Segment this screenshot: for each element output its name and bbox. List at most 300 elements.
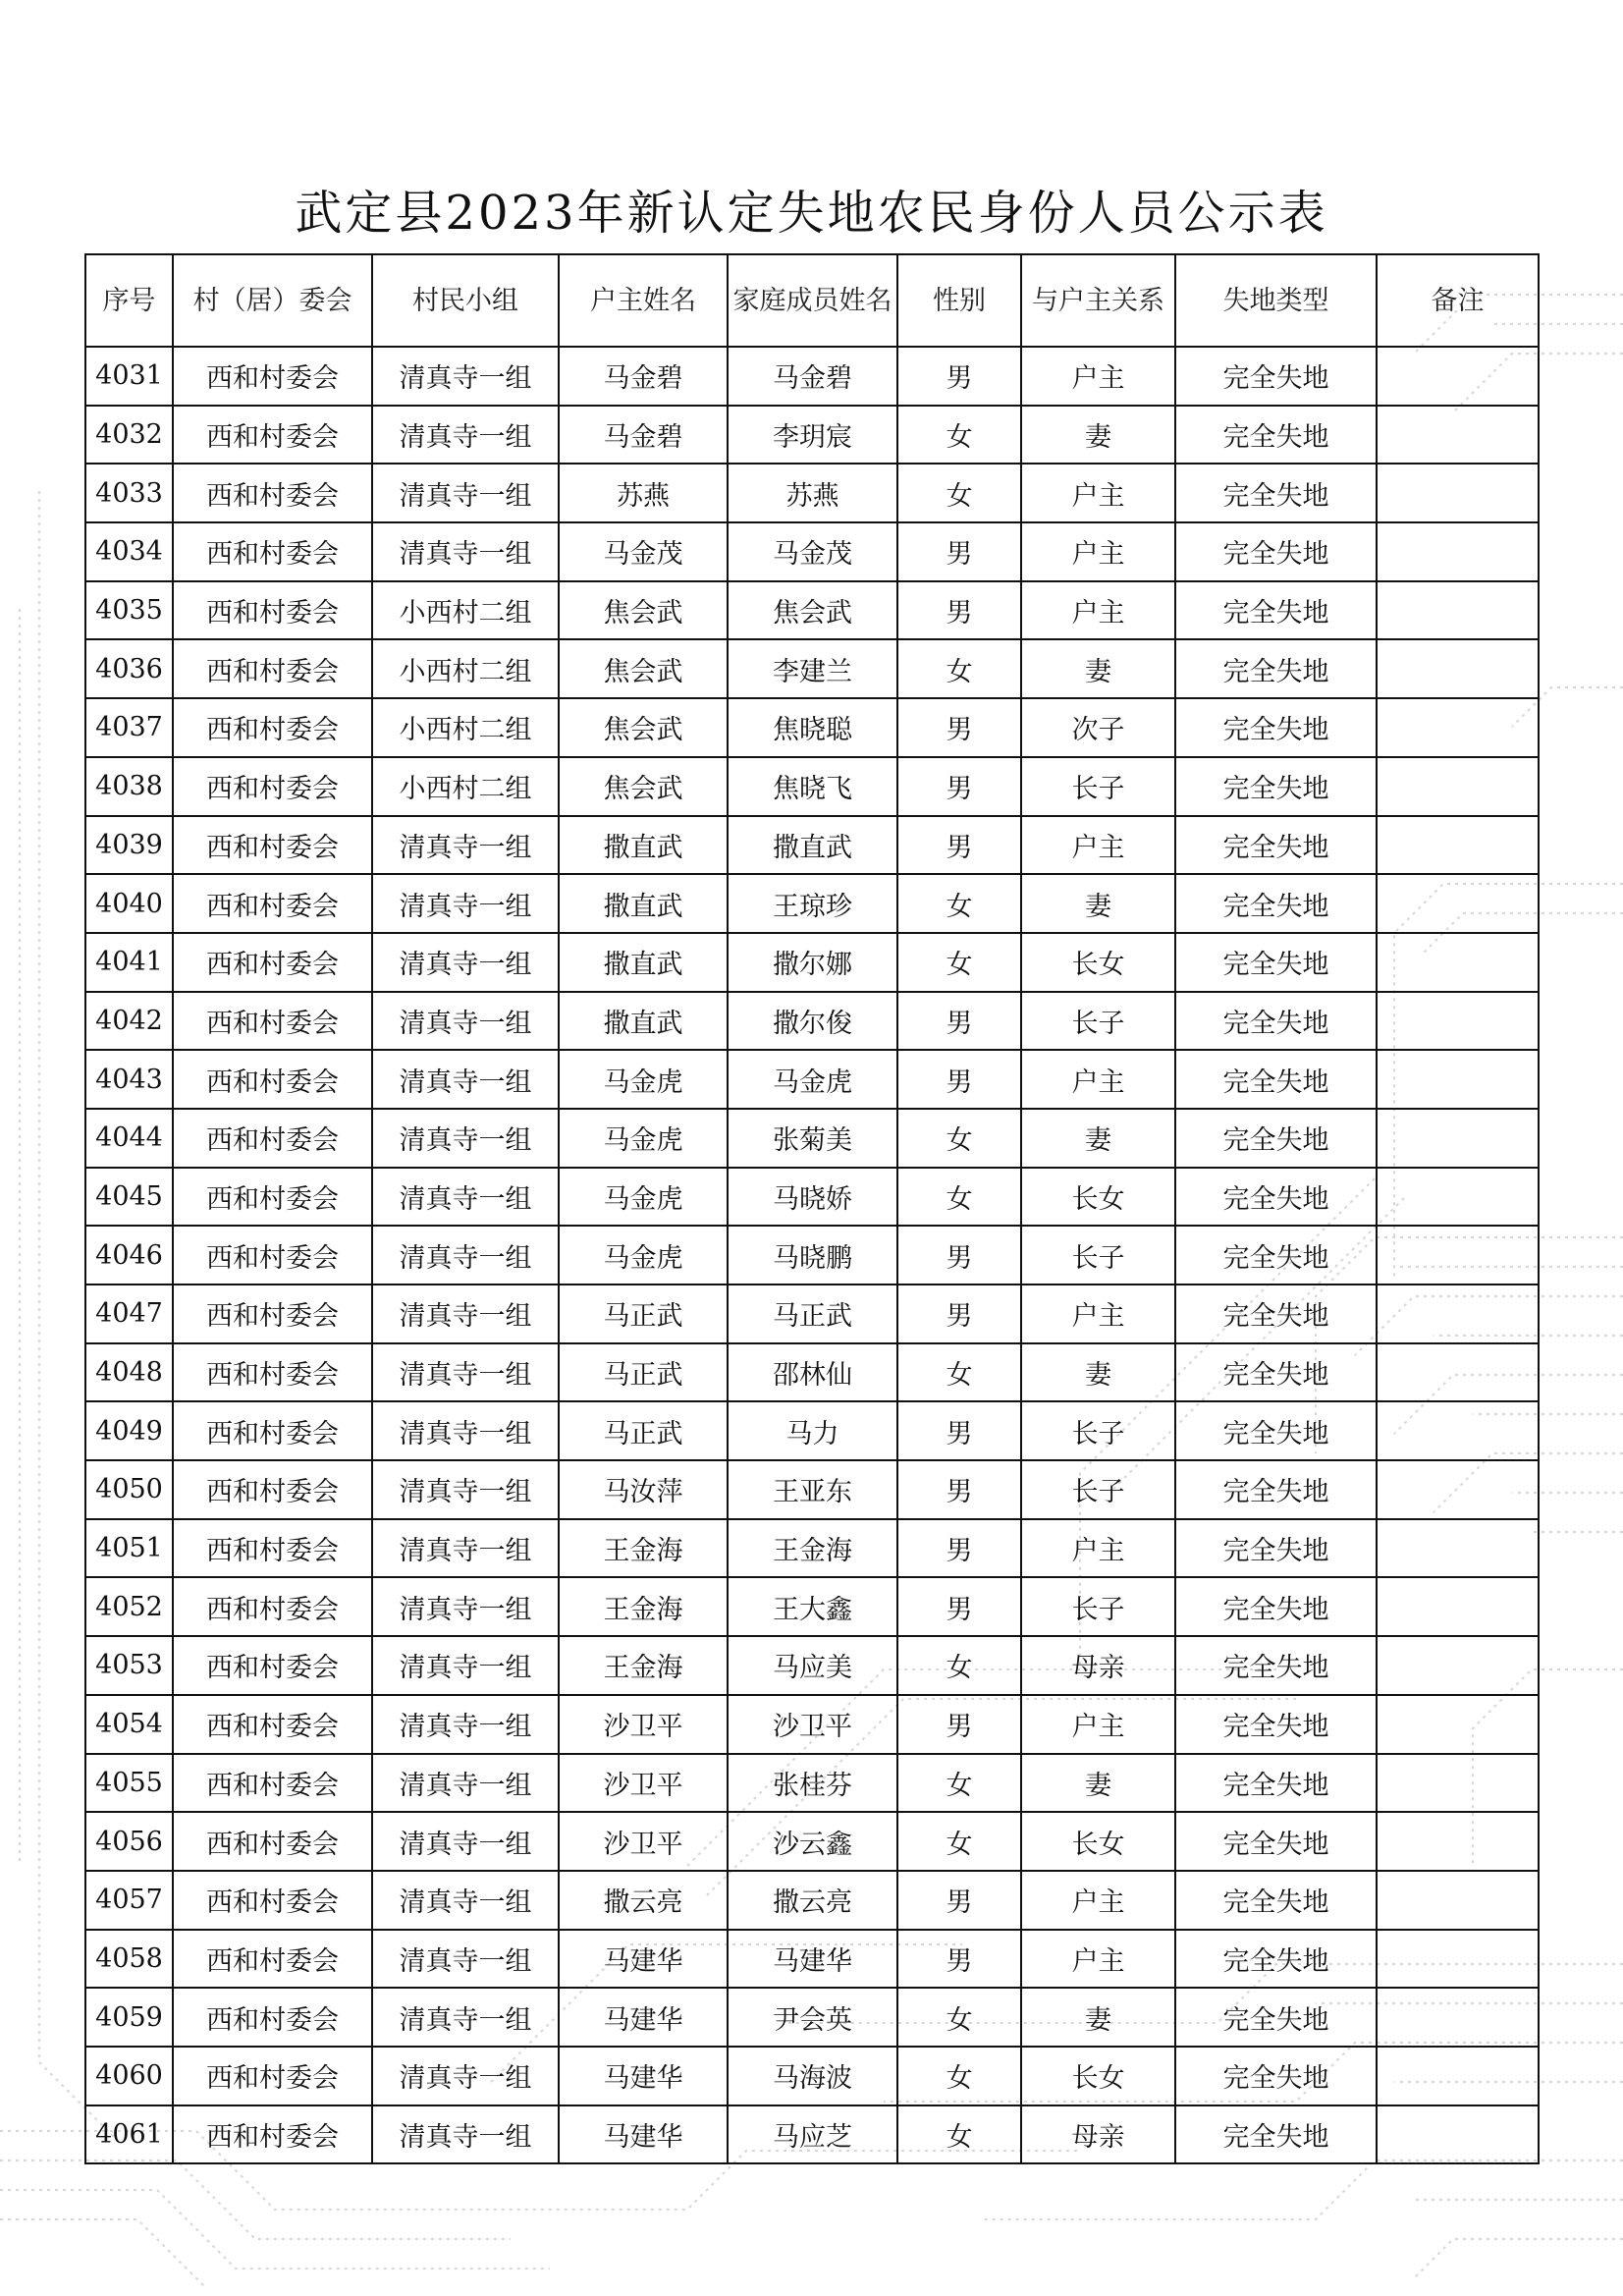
table-row (85, 1754, 1539, 1813)
cell-remark (1377, 406, 1539, 465)
cell-seq: 4032 (85, 406, 173, 465)
cell-member-name: 苏燕 (728, 464, 897, 522)
cell-gender: 男 (897, 698, 1021, 757)
cell-member-name: 马力 (728, 1401, 897, 1460)
cell-head-name: 马金虎 (559, 1109, 728, 1168)
cell-member-name: 沙卫平 (728, 1695, 897, 1754)
cell-member-name: 张桂芬 (728, 1754, 897, 1813)
cell-relation: 户主 (1021, 1871, 1175, 1930)
cell-group: 清真寺一组 (372, 874, 559, 933)
cell-seq: 4036 (85, 639, 173, 698)
cell-committee: 西和村委会 (173, 2105, 372, 2164)
cell-seq: 4051 (85, 1519, 173, 1578)
cell-remark (1377, 1930, 1539, 1989)
cell-committee: 西和村委会 (173, 1577, 372, 1636)
cell-head-name: 马建华 (559, 2047, 728, 2105)
cell-member-name: 邵林仙 (728, 1343, 897, 1402)
cell-committee: 西和村委会 (173, 1460, 372, 1519)
cell-seq: 4044 (85, 1109, 173, 1168)
cell-gender: 男 (897, 1050, 1021, 1109)
cell-loss-type: 完全失地 (1175, 1988, 1377, 2047)
cell-committee: 西和村委会 (173, 698, 372, 757)
cell-loss-type: 完全失地 (1175, 816, 1377, 875)
cell-committee: 西和村委会 (173, 639, 372, 698)
cell-relation: 长子 (1021, 992, 1175, 1051)
cell-remark (1377, 522, 1539, 581)
cell-group: 小西村二组 (372, 757, 559, 816)
cell-seq: 4043 (85, 1050, 173, 1109)
table-row (85, 1695, 1539, 1754)
cell-remark (1377, 1754, 1539, 1813)
cell-loss-type: 完全失地 (1175, 1871, 1377, 1930)
table-body (85, 347, 1539, 2163)
cell-gender: 女 (897, 464, 1021, 522)
cell-loss-type: 完全失地 (1175, 874, 1377, 933)
cell-group: 清真寺一组 (372, 2105, 559, 2164)
cell-head-name: 焦会武 (559, 581, 728, 640)
cell-group: 清真寺一组 (372, 406, 559, 465)
cell-seq: 4041 (85, 933, 173, 992)
cell-group: 小西村二组 (372, 698, 559, 757)
cell-loss-type: 完全失地 (1175, 1519, 1377, 1578)
cell-group: 清真寺一组 (372, 1812, 559, 1871)
cell-committee: 西和村委会 (173, 757, 372, 816)
cell-relation: 母亲 (1021, 1636, 1175, 1695)
cell-member-name: 李建兰 (728, 639, 897, 698)
cell-remark (1377, 1460, 1539, 1519)
cell-committee: 西和村委会 (173, 347, 372, 406)
cell-seq: 4048 (85, 1343, 173, 1402)
cell-committee: 西和村委会 (173, 1401, 372, 1460)
cell-committee: 西和村委会 (173, 1812, 372, 1871)
cell-remark (1377, 992, 1539, 1051)
cell-gender: 女 (897, 2047, 1021, 2105)
cell-remark (1377, 1226, 1539, 1285)
cell-member-name: 马晓鹏 (728, 1226, 897, 1285)
cell-member-name: 王大鑫 (728, 1577, 897, 1636)
cell-member-name: 马金茂 (728, 522, 897, 581)
cell-remark (1377, 347, 1539, 406)
cell-remark (1377, 816, 1539, 875)
cell-head-name: 马建华 (559, 1988, 728, 2047)
cell-group: 清真寺一组 (372, 1168, 559, 1227)
cell-member-name: 焦会武 (728, 581, 897, 640)
cell-remark (1377, 581, 1539, 640)
cell-relation: 户主 (1021, 1930, 1175, 1989)
cell-relation: 户主 (1021, 464, 1175, 522)
cell-committee: 西和村委会 (173, 1636, 372, 1695)
cell-relation: 户主 (1021, 1519, 1175, 1578)
cell-loss-type: 完全失地 (1175, 757, 1377, 816)
cell-group: 小西村二组 (372, 581, 559, 640)
cell-gender: 女 (897, 406, 1021, 465)
cell-loss-type: 完全失地 (1175, 1636, 1377, 1695)
cell-head-name: 苏燕 (559, 464, 728, 522)
cell-member-name: 王亚东 (728, 1460, 897, 1519)
cell-committee: 西和村委会 (173, 874, 372, 933)
table-row (85, 522, 1539, 581)
cell-head-name: 马正武 (559, 1401, 728, 1460)
cell-member-name: 撒尔娜 (728, 933, 897, 992)
cell-relation: 长子 (1021, 1460, 1175, 1519)
column-header-head-name: 户主姓名 (559, 254, 728, 347)
header-row (85, 254, 1539, 347)
cell-relation: 长子 (1021, 1401, 1175, 1460)
cell-relation: 长子 (1021, 757, 1175, 816)
cell-head-name: 王金海 (559, 1577, 728, 1636)
cell-relation: 户主 (1021, 1285, 1175, 1343)
cell-member-name: 李玥宸 (728, 406, 897, 465)
cell-seq: 4035 (85, 581, 173, 640)
cell-gender: 女 (897, 1168, 1021, 1227)
cell-relation: 户主 (1021, 1050, 1175, 1109)
cell-committee: 西和村委会 (173, 1988, 372, 2047)
cell-committee: 西和村委会 (173, 1226, 372, 1285)
cell-group: 清真寺一组 (372, 1636, 559, 1695)
cell-seq: 4055 (85, 1754, 173, 1813)
cell-gender: 男 (897, 992, 1021, 1051)
cell-member-name: 焦晓聪 (728, 698, 897, 757)
cell-head-name: 沙卫平 (559, 1695, 728, 1754)
cell-gender: 男 (897, 1930, 1021, 1989)
table-row (85, 639, 1539, 698)
cell-loss-type: 完全失地 (1175, 1168, 1377, 1227)
cell-remark (1377, 1401, 1539, 1460)
cell-seq: 4054 (85, 1695, 173, 1754)
cell-seq: 4056 (85, 1812, 173, 1871)
cell-relation: 户主 (1021, 1695, 1175, 1754)
cell-member-name: 撒尔俊 (728, 992, 897, 1051)
cell-group: 清真寺一组 (372, 1050, 559, 1109)
cell-seq: 4046 (85, 1226, 173, 1285)
table-row (85, 757, 1539, 816)
column-header-relation: 与户主关系 (1021, 254, 1175, 347)
cell-head-name: 沙卫平 (559, 1812, 728, 1871)
cell-member-name: 撒云亮 (728, 1871, 897, 1930)
cell-gender: 男 (897, 581, 1021, 640)
cell-group: 清真寺一组 (372, 1401, 559, 1460)
cell-seq: 4039 (85, 816, 173, 875)
cell-loss-type: 完全失地 (1175, 2047, 1377, 2105)
cell-loss-type: 完全失地 (1175, 1930, 1377, 1989)
cell-seq: 4059 (85, 1988, 173, 2047)
cell-remark (1377, 1109, 1539, 1168)
cell-seq: 4031 (85, 347, 173, 406)
cell-loss-type: 完全失地 (1175, 1754, 1377, 1813)
cell-remark (1377, 1577, 1539, 1636)
cell-loss-type: 完全失地 (1175, 698, 1377, 757)
cell-gender: 男 (897, 1871, 1021, 1930)
cell-head-name: 撒直武 (559, 933, 728, 992)
column-header-group: 村民小组 (372, 254, 559, 347)
table-row (85, 1168, 1539, 1227)
cell-gender: 女 (897, 639, 1021, 698)
cell-remark (1377, 1519, 1539, 1578)
cell-committee: 西和村委会 (173, 933, 372, 992)
cell-loss-type: 完全失地 (1175, 639, 1377, 698)
cell-head-name: 焦会武 (559, 698, 728, 757)
cell-head-name: 撒直武 (559, 816, 728, 875)
table-row (85, 1871, 1539, 1930)
cell-relation: 长子 (1021, 1577, 1175, 1636)
cell-seq: 4045 (85, 1168, 173, 1227)
cell-gender: 男 (897, 1460, 1021, 1519)
table-row (85, 816, 1539, 875)
column-header-gender: 性别 (897, 254, 1021, 347)
cell-seq: 4058 (85, 1930, 173, 1989)
cell-seq: 4038 (85, 757, 173, 816)
cell-committee: 西和村委会 (173, 1285, 372, 1343)
cell-head-name: 沙卫平 (559, 1754, 728, 1813)
cell-remark (1377, 1695, 1539, 1754)
cell-group: 清真寺一组 (372, 464, 559, 522)
cell-gender: 男 (897, 522, 1021, 581)
cell-committee: 西和村委会 (173, 464, 372, 522)
cell-group: 清真寺一组 (372, 1930, 559, 1989)
column-header-member-name: 家庭成员姓名 (728, 254, 897, 347)
document-title: 武定县2023年新认定失地农民身份人员公示表 (295, 186, 1328, 241)
table-row (85, 347, 1539, 406)
cell-member-name: 马晓娇 (728, 1168, 897, 1227)
cell-relation: 长女 (1021, 2047, 1175, 2105)
cell-group: 清真寺一组 (372, 522, 559, 581)
cell-relation: 妻 (1021, 1988, 1175, 2047)
table-row (85, 2047, 1539, 2105)
table-row (85, 874, 1539, 933)
cell-member-name: 马应芝 (728, 2105, 897, 2164)
cell-head-name: 马建华 (559, 1930, 728, 1989)
table-row (85, 1812, 1539, 1871)
cell-head-name: 马金碧 (559, 406, 728, 465)
cell-member-name: 尹会英 (728, 1988, 897, 2047)
cell-committee: 西和村委会 (173, 1754, 372, 1813)
cell-head-name: 撒云亮 (559, 1871, 728, 1930)
table-row (85, 2105, 1539, 2164)
cell-committee: 西和村委会 (173, 992, 372, 1051)
table-row (85, 933, 1539, 992)
cell-committee: 西和村委会 (173, 1109, 372, 1168)
cell-remark (1377, 1871, 1539, 1930)
cell-gender: 男 (897, 1401, 1021, 1460)
cell-relation: 长子 (1021, 1226, 1175, 1285)
cell-relation: 妻 (1021, 874, 1175, 933)
cell-group: 清真寺一组 (372, 1871, 559, 1930)
cell-member-name: 王琼珍 (728, 874, 897, 933)
cell-member-name: 马应美 (728, 1636, 897, 1695)
cell-loss-type: 完全失地 (1175, 1343, 1377, 1402)
cell-gender: 男 (897, 1519, 1021, 1578)
cell-group: 清真寺一组 (372, 933, 559, 992)
cell-relation: 长女 (1021, 1812, 1175, 1871)
cell-head-name: 马建华 (559, 2105, 728, 2164)
cell-committee: 西和村委会 (173, 1050, 372, 1109)
cell-seq: 4042 (85, 992, 173, 1051)
cell-remark (1377, 639, 1539, 698)
cell-gender: 女 (897, 1812, 1021, 1871)
cell-head-name: 马正武 (559, 1285, 728, 1343)
cell-relation: 妻 (1021, 639, 1175, 698)
cell-remark (1377, 1812, 1539, 1871)
cell-relation: 母亲 (1021, 2105, 1175, 2164)
cell-head-name: 马正武 (559, 1343, 728, 1402)
table-row (85, 1930, 1539, 1989)
cell-group: 清真寺一组 (372, 992, 559, 1051)
cell-loss-type: 完全失地 (1175, 347, 1377, 406)
cell-head-name: 马金虎 (559, 1226, 728, 1285)
column-header-committee: 村（居）委会 (173, 254, 372, 347)
cell-relation: 长女 (1021, 933, 1175, 992)
cell-loss-type: 完全失地 (1175, 406, 1377, 465)
cell-group: 清真寺一组 (372, 1226, 559, 1285)
table-row (85, 1050, 1539, 1109)
cell-seq: 4060 (85, 2047, 173, 2105)
column-header-loss-type: 失地类型 (1175, 254, 1377, 347)
cell-gender: 女 (897, 1988, 1021, 2047)
table-row (85, 1988, 1539, 2047)
cell-head-name: 撒直武 (559, 874, 728, 933)
cell-member-name: 撒直武 (728, 816, 897, 875)
cell-committee: 西和村委会 (173, 406, 372, 465)
cell-head-name: 王金海 (559, 1636, 728, 1695)
cell-relation: 长女 (1021, 1168, 1175, 1227)
cell-seq: 4053 (85, 1636, 173, 1695)
cell-remark (1377, 1285, 1539, 1343)
cell-seq: 4033 (85, 464, 173, 522)
cell-group: 清真寺一组 (372, 2047, 559, 2105)
cell-member-name: 马建华 (728, 1930, 897, 1989)
table-row (85, 1226, 1539, 1285)
cell-relation: 妻 (1021, 1754, 1175, 1813)
table-row (85, 581, 1539, 640)
cell-group: 清真寺一组 (372, 1460, 559, 1519)
cell-seq: 4057 (85, 1871, 173, 1930)
table-row (85, 1401, 1539, 1460)
cell-group: 清真寺一组 (372, 1695, 559, 1754)
cell-loss-type: 完全失地 (1175, 1226, 1377, 1285)
cell-member-name: 马金碧 (728, 347, 897, 406)
cell-member-name: 焦晓飞 (728, 757, 897, 816)
cell-member-name: 马海波 (728, 2047, 897, 2105)
table-row (85, 992, 1539, 1051)
cell-loss-type: 完全失地 (1175, 2105, 1377, 2164)
cell-gender: 男 (897, 347, 1021, 406)
cell-group: 清真寺一组 (372, 1519, 559, 1578)
cell-seq: 4040 (85, 874, 173, 933)
cell-remark (1377, 2047, 1539, 2105)
cell-gender: 女 (897, 933, 1021, 992)
table-row (85, 1519, 1539, 1578)
cell-head-name: 马金茂 (559, 522, 728, 581)
cell-loss-type: 完全失地 (1175, 1285, 1377, 1343)
cell-committee: 西和村委会 (173, 1168, 372, 1227)
column-header-seq: 序号 (85, 254, 173, 347)
cell-gender: 女 (897, 1109, 1021, 1168)
cell-group: 清真寺一组 (372, 347, 559, 406)
cell-relation: 妻 (1021, 1109, 1175, 1168)
cell-gender: 男 (897, 1226, 1021, 1285)
cell-seq: 4049 (85, 1401, 173, 1460)
cell-committee: 西和村委会 (173, 2047, 372, 2105)
cell-gender: 女 (897, 2105, 1021, 2164)
cell-gender: 女 (897, 1343, 1021, 1402)
cell-relation: 户主 (1021, 522, 1175, 581)
cell-seq: 4061 (85, 2105, 173, 2164)
cell-relation: 妻 (1021, 1343, 1175, 1402)
cell-loss-type: 完全失地 (1175, 464, 1377, 522)
column-header-remark: 备注 (1377, 254, 1539, 347)
cell-gender: 男 (897, 1577, 1021, 1636)
table-row (85, 1109, 1539, 1168)
table-row (85, 1460, 1539, 1519)
cell-committee: 西和村委会 (173, 1930, 372, 1989)
cell-loss-type: 完全失地 (1175, 992, 1377, 1051)
cell-head-name: 马金虎 (559, 1168, 728, 1227)
cell-committee: 西和村委会 (173, 522, 372, 581)
cell-gender: 男 (897, 1695, 1021, 1754)
cell-group: 清真寺一组 (372, 1988, 559, 2047)
cell-committee: 西和村委会 (173, 1871, 372, 1930)
cell-loss-type: 完全失地 (1175, 1050, 1377, 1109)
cell-seq: 4037 (85, 698, 173, 757)
cell-group: 清真寺一组 (372, 1109, 559, 1168)
cell-gender: 女 (897, 874, 1021, 933)
table-row (85, 1636, 1539, 1695)
table-row (85, 406, 1539, 465)
cell-seq: 4052 (85, 1577, 173, 1636)
cell-relation: 次子 (1021, 698, 1175, 757)
table-row (85, 1577, 1539, 1636)
cell-remark (1377, 1636, 1539, 1695)
cell-remark (1377, 1343, 1539, 1402)
cell-remark (1377, 2105, 1539, 2164)
cell-loss-type: 完全失地 (1175, 581, 1377, 640)
cell-remark (1377, 1050, 1539, 1109)
cell-committee: 西和村委会 (173, 816, 372, 875)
cell-committee: 西和村委会 (173, 1695, 372, 1754)
cell-group: 清真寺一组 (372, 1577, 559, 1636)
cell-group: 清真寺一组 (372, 816, 559, 875)
cell-loss-type: 完全失地 (1175, 522, 1377, 581)
cell-seq: 4034 (85, 522, 173, 581)
cell-member-name: 沙云鑫 (728, 1812, 897, 1871)
table-row (85, 1285, 1539, 1343)
cell-relation: 户主 (1021, 816, 1175, 875)
cell-loss-type: 完全失地 (1175, 1812, 1377, 1871)
cell-gender: 男 (897, 816, 1021, 875)
cell-gender: 男 (897, 757, 1021, 816)
cell-loss-type: 完全失地 (1175, 1577, 1377, 1636)
cell-remark (1377, 933, 1539, 992)
table-row (85, 1343, 1539, 1402)
cell-loss-type: 完全失地 (1175, 1695, 1377, 1754)
cell-loss-type: 完全失地 (1175, 1109, 1377, 1168)
cell-remark (1377, 757, 1539, 816)
cell-committee: 西和村委会 (173, 581, 372, 640)
cell-head-name: 王金海 (559, 1519, 728, 1578)
cell-head-name: 马金碧 (559, 347, 728, 406)
cell-committee: 西和村委会 (173, 1519, 372, 1578)
cell-group: 清真寺一组 (372, 1285, 559, 1343)
cell-group: 清真寺一组 (372, 1754, 559, 1813)
cell-member-name: 马金虎 (728, 1050, 897, 1109)
cell-member-name: 马正武 (728, 1285, 897, 1343)
cell-head-name: 焦会武 (559, 757, 728, 816)
cell-group: 小西村二组 (372, 639, 559, 698)
cell-relation: 户主 (1021, 347, 1175, 406)
cell-remark (1377, 698, 1539, 757)
cell-group: 清真寺一组 (372, 1343, 559, 1402)
cell-loss-type: 完全失地 (1175, 1401, 1377, 1460)
